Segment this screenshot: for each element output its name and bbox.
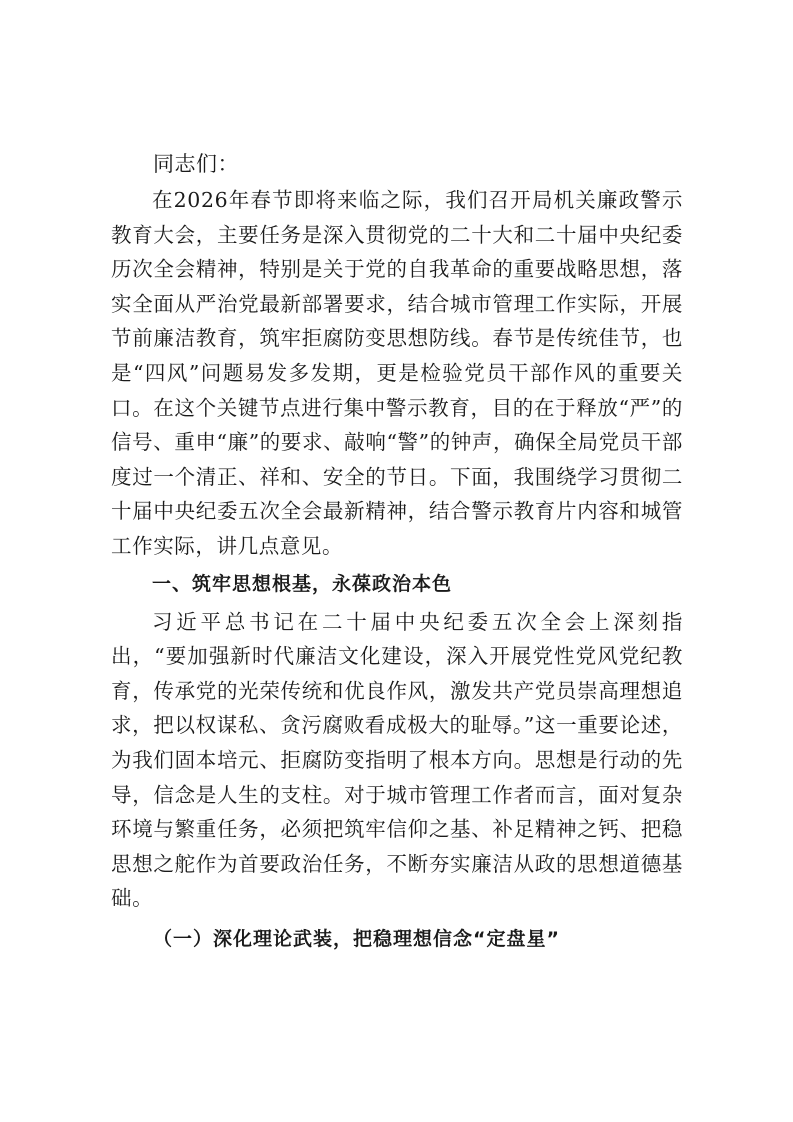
section-heading-1: 一、筑牢思想根基，永葆政治本色 [152,572,453,595]
document-body [111,147,683,956]
salutation: 同志们： [153,152,239,176]
section-1-paragraph: 习近平总书记在二十届中央纪委五次全会上深刻指出，“要加强新时代廉洁文化建设，深入开展党性党风党纪教育，传承党的光荣传统和优良作风，激发共产党员崇高理想追求，把以权谋私、贪污腐败看成极大的耻辱。”这一重要论述，为我们固本培元、拒腐防变指明了根本方向。思想是行动的先导，信念是人生的支柱。对于城市管理工作者而言，面对复杂环境与繁重任务，必须把筑牢信仰之基、补足精神之钙、把稳思想之舵作为首要政治任务，不断夯实廉洁从政的思想道德基础。 [111,609,683,911]
subsection-heading-1: （一）深化理论武装，把稳理想信念“定盘星” [153,927,560,950]
intro-paragraph: 在2026年春节即将来临之际，我们召开局机关廉政警示教育大会，主要任务是深入贯彻党的二十大和二十届中央纪委历次全会精神，特别是关于党的自我革命的重要战略思想，落实全面从严治党最新部署要求，结合城市管理工作实际，开展节前廉洁教育，筑牢拒腐防变思想防线。春节是传统佳节，也是“四风”问题易发多发期，更是检验党员干部作风的重要关口。在这个关键节点进行集中警示教育，目的在于释放“严”的信号、重申“廉”的要求、敲响“警”的钟声，确保全局党员干部度过一个清正、祥和、安全的节日。下面，我围绕学习贯彻二十届中央纪委五次全会最新精神，结合警示教育片内容和城管工作实际，讲几点意见。 [111,188,683,558]
